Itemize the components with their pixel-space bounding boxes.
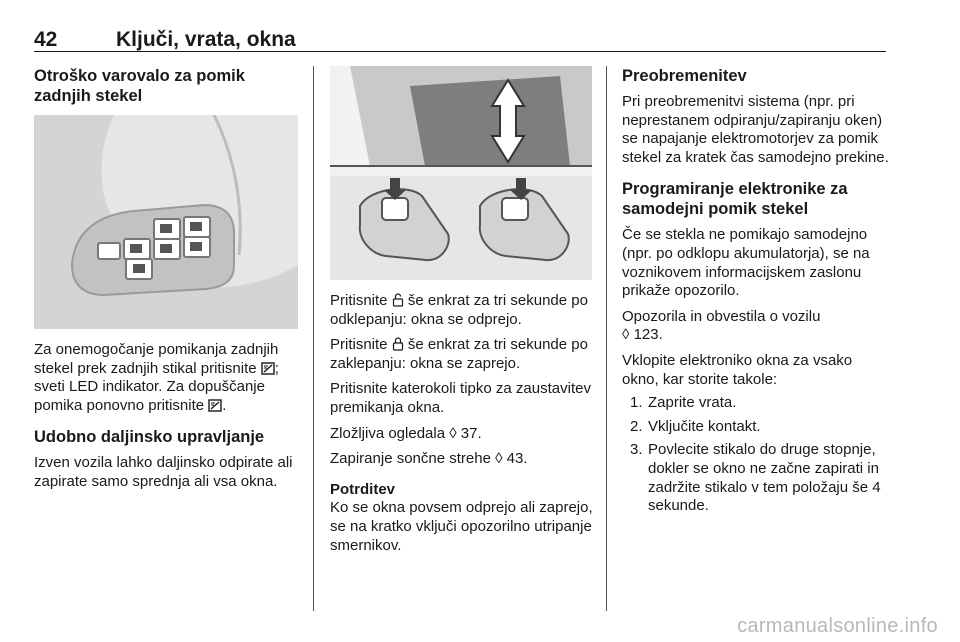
note-title: Potrditev [330, 480, 396, 498]
column-divider [313, 66, 314, 611]
column-divider [606, 66, 607, 611]
lock-icon [392, 337, 404, 351]
mirrors-reference: Zložljiva ogledala ◊ 37. [330, 424, 482, 442]
section-title-child-lock: Otroško varovalo za pomik zadnjih stekel [34, 67, 245, 105]
remote-control-text: Izven vozila lahko daljinsko odpirate ali zapirate samo sprednja ali vsa okna. [34, 454, 293, 490]
watermark: carmanualsonline.info [737, 615, 938, 637]
window-lockout-icon [208, 399, 222, 412]
list-item: 3. Povlecite stikalo do druge stopnje, dokler se okno ne začne zapirati in zadržite stikalo v tem položaju še 4 sekunde. [630, 441, 881, 515]
overload-text: Pri preobremenitvi sistema (npr. pri neprestanem odpiranju/zapiranju oken) se napajanje elektromotorjev za pomik stekel za kratek čas samodejno prekine. [622, 93, 889, 166]
child-lock-instructions: Za onemogočanje pomikanja zadnjih stekel prek zadnjih stikal pritisnite ; sveti LED indikator. Za dopuščanje pomika ponovno pritisnite . [34, 341, 279, 414]
unlock-instructions: Pritisnite še enkrat za tri sekunde po odklepanju: okna se odprejo. [330, 292, 588, 328]
remote-key-window-figure [330, 66, 592, 280]
warnings-reference: Opozorila in obvestila o vozilu ◊ 123. [622, 307, 821, 344]
column-right [622, 66, 890, 516]
sunroof-reference: Zapiranje sončne strehe ◊ 43. [330, 450, 528, 468]
list-item: 1. Zaprite vrata. [630, 394, 737, 412]
activation-intro: Vklopite elektroniko okna za vsako okno, kar storite takole: [622, 351, 853, 388]
steps-list [622, 394, 890, 516]
lock-instructions: Pritisnite še enkrat za tri sekunde po zaklepanju: okna se zaprejo. [330, 336, 588, 372]
programming-text: Če se stekla ne pomikajo samodejno (npr. po odklopu akumulatorja), se na voznikovem informacijskem zaslonu prikaže opozorilo. [622, 226, 870, 300]
window-lockout-icon [261, 362, 275, 375]
stop-instructions: Pritisnite katerokoli tipko za zaustavitev premikanja okna. [330, 380, 591, 416]
page-header [34, 16, 886, 52]
chapter-title: Ključi, vrata, okna [116, 28, 296, 51]
section-title-remote-control: Udobno daljinsko upravljanje [34, 428, 265, 447]
page-number: 42 [34, 28, 58, 51]
list-item: 2. Vključite kontakt. [630, 417, 761, 435]
column-left [34, 66, 300, 492]
unlock-icon [392, 293, 404, 307]
section-title-programming: Programiranje elektronike za samodejni pomik stekel [622, 180, 848, 219]
section-title-overload: Preobremenitev [622, 67, 747, 85]
column-middle [330, 66, 594, 555]
note-text: Ko se okna povsem odprejo ali zaprejo, se na kratko vključi opozorilno utripanje smernikov. [330, 499, 593, 554]
door-switch-panel-figure [34, 115, 298, 329]
